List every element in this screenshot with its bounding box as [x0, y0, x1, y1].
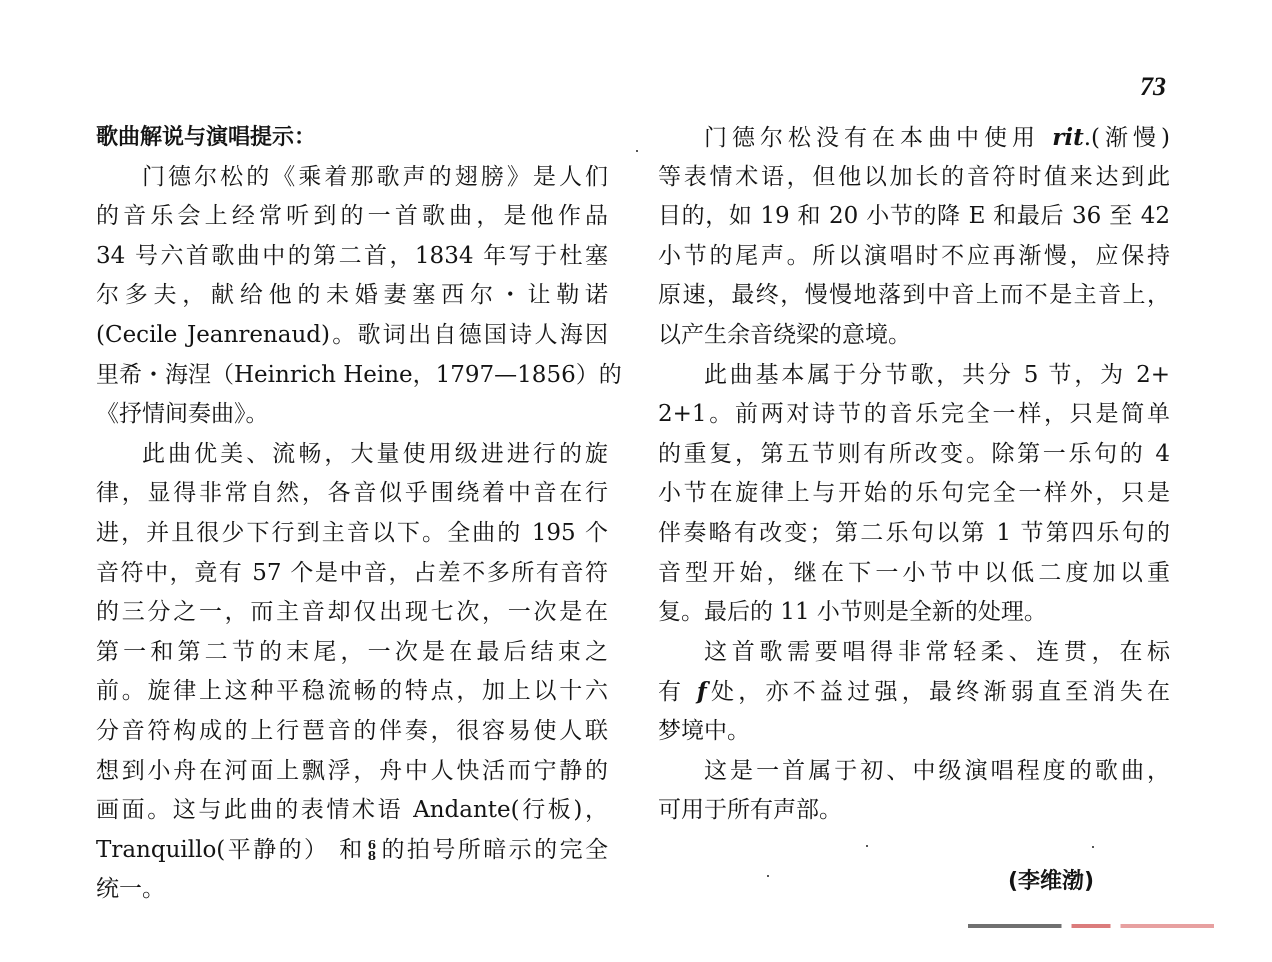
text-segment: .(渐慢) [1083, 125, 1170, 151]
text-segment: 音符中，竟有 57 个是中音，占差不多所有音符 [96, 559, 608, 586]
text-segment: 等表情术语，但他以加长的音符时值来达到此 [658, 163, 1170, 190]
text-line [658, 395, 1170, 435]
text-segment: 小节的尾声。所以演唱时不应再渐慢，应保持 [658, 242, 1170, 269]
text-line [96, 158, 608, 198]
section-heading: 歌曲解说与演唱提示： [96, 125, 317, 150]
text-line [96, 831, 608, 871]
text-line [96, 633, 608, 673]
text-line [96, 554, 608, 594]
scan-speck [767, 875, 769, 877]
text-segment: 此曲优美、流畅，大量使用级进进行的旋 [142, 440, 608, 467]
text-segment: 里希・海涅（Heinrich Heine，1797—1856）的 [96, 361, 622, 388]
text-segment: 画面。这与此曲的表情术语 Andante(行板)， [96, 797, 608, 824]
text-line [658, 791, 1170, 831]
text-segment: 尔多夫，献给他的未婚妻塞西尔・让勒诺 [96, 282, 608, 309]
page-number: 73 [1140, 72, 1166, 101]
scan-speck [866, 845, 868, 847]
text-segment: 的三分之一，而主音却仅出现七次，一次是在 [96, 599, 608, 626]
text-line [658, 593, 1170, 633]
text-segment: 统一。 [96, 876, 165, 903]
text-line [658, 237, 1170, 277]
text-segment: 《抒情间奏曲》。 [96, 401, 269, 428]
text-segment: 门德尔松没有在本曲中使用 [704, 125, 1053, 151]
text-segment: 的重复，第五节则有所改变。除第一乐句的 4 [658, 440, 1170, 467]
text-segment: 以产生余音绕梁的意境。 [658, 321, 911, 348]
text-segment: 梦境中。 [658, 717, 750, 744]
text-segment: 门德尔松的《乘着那歌声的翅膀》是人们 [142, 163, 608, 190]
time-signature [367, 837, 377, 863]
text-line [658, 197, 1170, 237]
text-line [96, 752, 608, 792]
text-line [658, 435, 1170, 475]
text-line [96, 237, 608, 277]
text-line [96, 395, 608, 435]
music-term: rit [1052, 124, 1084, 151]
text-line [658, 672, 1170, 712]
text-line [658, 158, 1170, 198]
text-segment: 目的，如 19 和 20 小节的降 E 和最后 36 至 42 [658, 203, 1170, 230]
text-line [96, 672, 608, 712]
text-segment: 这首歌需要唱得非常轻柔、连贯，在标 [704, 638, 1170, 665]
text-line [96, 276, 608, 316]
text-segment: 第一和第二节的末尾，一次是在最后结束之 [96, 638, 608, 665]
left-column [96, 118, 622, 910]
text-line [96, 474, 608, 514]
text-line [96, 197, 608, 237]
text-segment: 小节在旋律上与开始的乐句完全一样外，只是 [658, 480, 1170, 507]
text-segment: 复。最后的 11 小节则是全新的处理。 [658, 599, 1047, 626]
text-segment: 想到小舟在河面上飘浮，舟中人快活而宁静的 [96, 757, 608, 784]
time-signature-digit: 6 [367, 837, 377, 852]
text-line [96, 435, 608, 475]
music-term: f [696, 678, 707, 706]
text-segment: 的拍号所暗示的完全 [379, 836, 609, 863]
text-line [658, 316, 1170, 356]
text-line [658, 712, 1170, 752]
right-column-body [658, 118, 1170, 831]
text-segment: 音型开始，继在下一小节中以低二度加以重 [658, 559, 1170, 586]
text-line [96, 870, 608, 910]
text-segment: 这是一首属于初、中级演唱程度的歌曲， [704, 757, 1170, 784]
text-segment: 可用于所有声部。 [658, 797, 842, 824]
right-column [658, 118, 1170, 831]
text-line [658, 276, 1170, 316]
text-line [658, 633, 1170, 673]
text-segment: 此曲基本属于分节歌，共分 5 节，为 2+ [704, 361, 1170, 388]
text-segment: 分音符构成的上行琶音的伴奏，很容易使人联 [96, 717, 608, 744]
cropped-watermark [968, 924, 1214, 928]
text-line [658, 118, 1170, 158]
text-segment: 律，显得非常自然，各音似乎围绕着中音在行 [96, 480, 608, 507]
scan-speck [1092, 846, 1094, 848]
text-segment: 34 号六首歌曲中的第二首，1834 年写于杜塞 [96, 242, 608, 269]
text-line [658, 474, 1170, 514]
text-segment: 进，并且很少下行到主音以下。全曲的 195 个 [96, 519, 608, 546]
text-line [658, 514, 1170, 554]
time-signature-digit: 8 [367, 848, 377, 863]
text-line [658, 554, 1170, 594]
text-segment: Tranquillo(平静的） 和 [96, 836, 365, 863]
left-column-body [96, 158, 622, 910]
text-segment: 处，亦不益过强，最终渐弱直至消失在 [706, 679, 1171, 706]
text-line [96, 593, 608, 633]
text-line [96, 316, 608, 356]
text-line [96, 356, 622, 396]
scan-speck [636, 150, 638, 152]
text-segment: 的音乐会上经常听到的一首歌曲，是他作品 [96, 203, 608, 230]
text-line [658, 752, 1170, 792]
text-line [658, 356, 1170, 396]
text-segment: 原速，最终，慢慢地落到中音上而不是主音上， [658, 282, 1170, 309]
author-signature: (李维渤) [1008, 869, 1095, 894]
text-line [96, 514, 608, 554]
text-line [96, 791, 608, 831]
text-segment: 前。旋律上这种平稳流畅的特点，加上以十六 [96, 678, 608, 705]
text-segment: 2+1。前两对诗节的音乐完全一样，只是简单 [658, 401, 1170, 428]
text-segment: (Cecile Jeanrenaud)。歌词出自德国诗人海因 [96, 321, 608, 348]
text-line [96, 712, 608, 752]
text-segment: 伴奏略有改变；第二乐句以第 1 节第四乐句的 [658, 519, 1170, 546]
text-segment: 有 [658, 679, 697, 706]
